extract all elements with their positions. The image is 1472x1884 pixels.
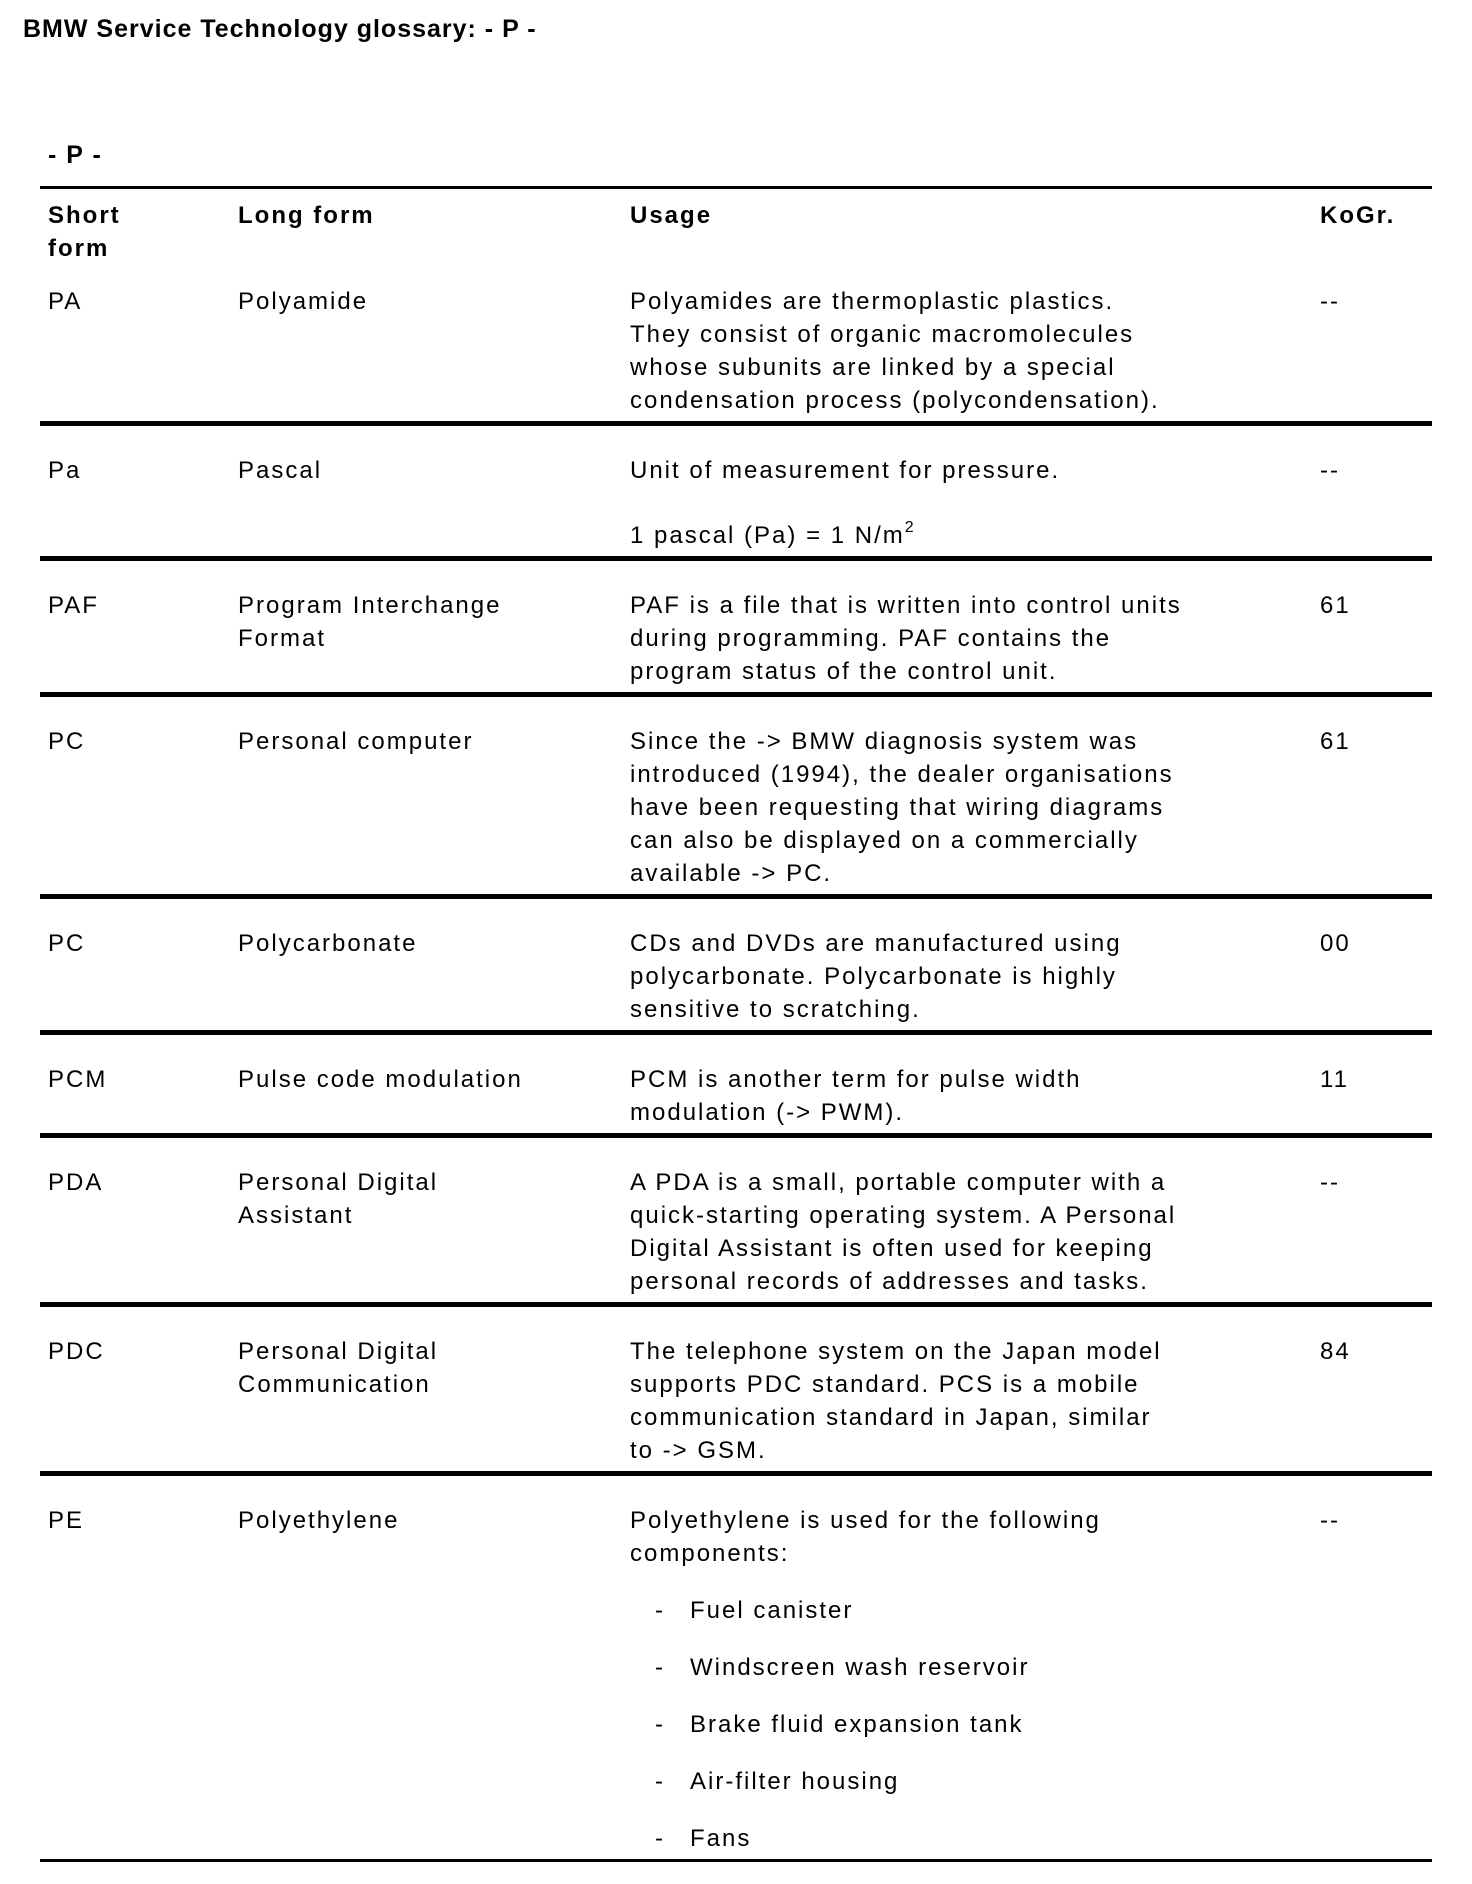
bullet-item	[630, 1708, 1320, 1741]
short-form-cell: PCM	[48, 1066, 108, 1093]
short-form-cell: PE	[48, 1507, 85, 1534]
bullet-item	[630, 1651, 1320, 1684]
long-form-cell: Polycarbonate	[238, 930, 418, 957]
short-form-cell: Pa	[48, 457, 82, 484]
bullet-text: Fans	[690, 1825, 752, 1852]
long-form-cell: Program Interchange Format	[238, 592, 502, 652]
short-form-cell: PDA	[48, 1169, 104, 1196]
table-row	[40, 426, 1432, 561]
short-form-cell: PC	[48, 728, 86, 755]
kogr-cell: --	[1320, 1507, 1340, 1534]
kogr-cell: 11	[1320, 1066, 1349, 1093]
usage-formula	[630, 513, 1320, 552]
formula-superscript: 2	[904, 519, 914, 536]
short-form-cell: PAF	[48, 592, 99, 619]
usage-paragraph: Polyethylene is used for the following components:	[630, 1507, 1101, 1567]
section-heading: - P -	[40, 139, 1432, 189]
kogr-cell: 61	[1320, 592, 1351, 619]
bullet-item	[630, 1822, 1320, 1855]
table-row	[40, 561, 1432, 697]
usage-cell	[630, 927, 1320, 1026]
table-header-row	[40, 189, 1432, 265]
kogr-cell: 00	[1320, 930, 1351, 957]
usage-paragraph: CDs and DVDs are manufactured using polycarbonate. Polycarbonate is highly sensitive to scratching.	[630, 930, 1122, 1023]
short-form-cell: PC	[48, 930, 86, 957]
usage-paragraph: Since the -> BMW diagnosis system was introduced (1994), the dealer organisations have been requesting that wiring diagrams can also be displayed on a commercially available -> PC.	[630, 728, 1174, 887]
long-form-cell: Personal Digital Assistant	[238, 1169, 439, 1229]
usage-paragraph: Unit of measurement for pressure.	[630, 457, 1061, 484]
bullet-dash: -	[655, 1768, 665, 1795]
table-row	[40, 1476, 1432, 1862]
kogr-cell: --	[1320, 1169, 1340, 1196]
header-long-form: Long form	[238, 202, 375, 229]
usage-cell	[630, 1063, 1320, 1129]
bullet-dash: -	[655, 1654, 665, 1681]
long-form-cell: Polyethylene	[238, 1507, 400, 1534]
long-form-cell: Pascal	[238, 457, 323, 484]
kogr-cell: 61	[1320, 728, 1351, 755]
usage-paragraph: Polyamides are thermoplastic plastics. They consist of organic macromolecules whose subunits are linked by a special condensation process (polycondensation).	[630, 288, 1160, 414]
header-short-form: Short form	[48, 202, 121, 262]
usage-cell	[630, 285, 1320, 417]
bullet-text: Windscreen wash reservoir	[690, 1654, 1030, 1681]
kogr-cell: --	[1320, 457, 1340, 484]
usage-cell	[630, 725, 1320, 890]
bullet-item	[630, 1765, 1320, 1798]
bullet-text: Air-filter housing	[690, 1768, 900, 1795]
short-form-cell: PDC	[48, 1338, 105, 1365]
header-kogr: KoGr.	[1320, 202, 1396, 229]
short-form-cell: PA	[48, 288, 83, 315]
bullet-item	[630, 1594, 1320, 1627]
page-title: BMW Service Technology glossary: - P -	[23, 15, 537, 43]
table-row	[40, 1307, 1432, 1476]
table-row	[40, 899, 1432, 1035]
long-form-cell: Personal computer	[238, 728, 474, 755]
table-row	[40, 265, 1432, 426]
usage-paragraph: PAF is a file that is written into control units during programming. PAF contains the program status of the control unit.	[630, 592, 1182, 685]
bullet-text: Brake fluid expansion tank	[690, 1711, 1024, 1738]
long-form-cell: Personal Digital Communication	[238, 1338, 439, 1398]
usage-cell	[630, 1335, 1320, 1467]
usage-paragraph: PCM is another term for pulse width modulation (-> PWM).	[630, 1066, 1082, 1126]
formula-base: 1 pascal (Pa) = 1 N/m	[630, 522, 905, 549]
usage-cell	[630, 589, 1320, 688]
table-row	[40, 1138, 1432, 1307]
usage-cell	[630, 1504, 1320, 1855]
glossary-table	[40, 139, 1432, 1862]
usage-cell	[630, 454, 1320, 552]
usage-cell	[630, 1166, 1320, 1298]
bullet-dash: -	[655, 1711, 665, 1738]
long-form-cell: Pulse code modulation	[238, 1066, 523, 1093]
usage-paragraph: A PDA is a small, portable computer with a quick-starting operating system. A Personal Digital Assistant is often used for keeping personal records of addresses and tasks.	[630, 1169, 1177, 1295]
table-row	[40, 697, 1432, 899]
bullet-dash: -	[655, 1825, 665, 1852]
bullet-text: Fuel canister	[690, 1597, 854, 1624]
usage-paragraph: The telephone system on the Japan model supports PDC standard. PCS is a mobile communication standard in Japan, similar to -> GSM.	[630, 1338, 1162, 1464]
bullet-dash: -	[655, 1597, 665, 1624]
table-row	[40, 1035, 1432, 1138]
kogr-cell: --	[1320, 288, 1340, 315]
kogr-cell: 84	[1320, 1338, 1351, 1365]
header-usage: Usage	[630, 202, 713, 229]
long-form-cell: Polyamide	[238, 288, 369, 315]
